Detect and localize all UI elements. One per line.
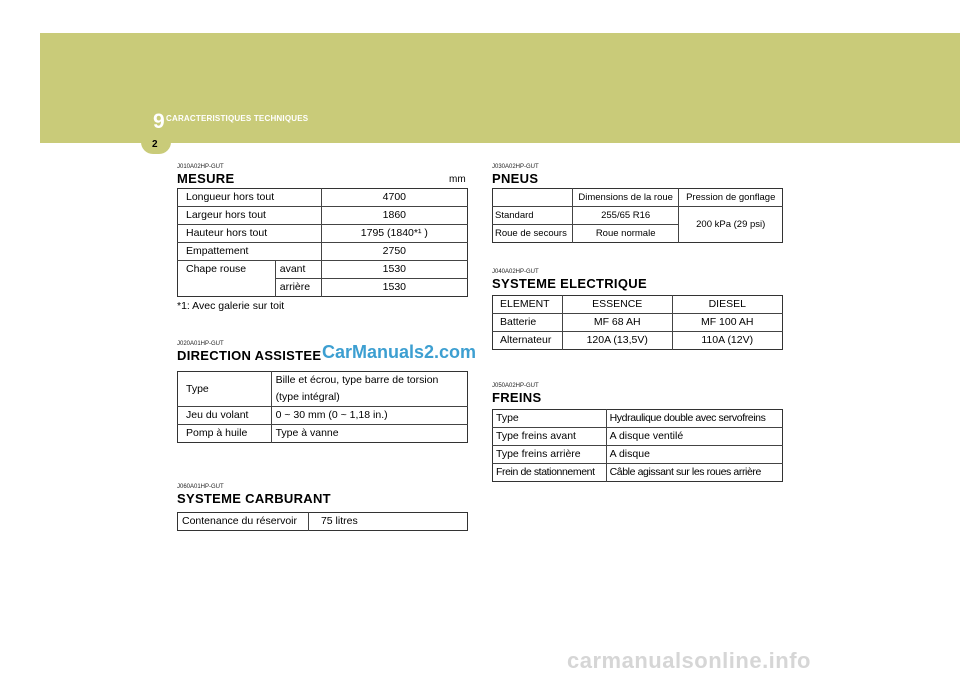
electrique-header-element: ELEMENT bbox=[493, 296, 563, 314]
table-row bbox=[493, 189, 783, 207]
table-row bbox=[493, 410, 783, 428]
table-row bbox=[178, 425, 468, 443]
freins-value: Câble agissant sur les roues arrière bbox=[609, 466, 761, 478]
mesure-label: Longueur hors tout bbox=[178, 189, 322, 207]
chape-front-value: 1530 bbox=[321, 261, 467, 279]
freins-value: Hydraulique double avec servofreins bbox=[606, 410, 782, 428]
carburant-value: 75 litres bbox=[320, 515, 358, 527]
table-row bbox=[493, 428, 783, 446]
page-number: 2 bbox=[152, 139, 158, 150]
chape-rear-value: 1530 bbox=[382, 281, 407, 293]
mesure-value: 1795 (1840*¹ ) bbox=[321, 225, 467, 243]
direction-type-label: Type bbox=[178, 372, 272, 407]
mesure-title: MESURE bbox=[177, 171, 235, 186]
pneus-code: J030A02HP-GUT bbox=[492, 164, 539, 170]
direction-label: Pomp à huile bbox=[178, 425, 272, 443]
table-row bbox=[178, 261, 468, 279]
table-row bbox=[178, 207, 468, 225]
freins-label: Frein de stationnement bbox=[493, 464, 607, 482]
carburant-label: Contenance du réservoir bbox=[178, 513, 309, 531]
electrique-code: J040A02HP-GUT bbox=[492, 269, 539, 275]
header-band-edge bbox=[0, 135, 40, 143]
table-row bbox=[178, 513, 468, 531]
direction-table bbox=[177, 371, 468, 443]
pneus-row-label: Roue de secours bbox=[493, 225, 573, 243]
pneus-corner bbox=[493, 189, 573, 207]
carburant-code: J060A01HP-GUT bbox=[177, 484, 224, 490]
direction-type-line2: (type intégral) bbox=[275, 391, 340, 403]
mesure-value: 1860 bbox=[321, 207, 467, 225]
direction-title: DIRECTION ASSISTEE bbox=[177, 348, 322, 363]
chape-front-label: avant bbox=[275, 261, 321, 279]
mesure-value: 4700 bbox=[321, 189, 467, 207]
table-row bbox=[493, 207, 783, 225]
mesure-label: Hauteur hors tout bbox=[178, 225, 322, 243]
electrique-header-diesel: DIESEL bbox=[672, 296, 783, 314]
electrique-title: SYSTEME ELECTRIQUE bbox=[492, 276, 647, 291]
table-row bbox=[493, 446, 783, 464]
electrique-header-essence: ESSENCE bbox=[562, 296, 672, 314]
freins-code: J050A02HP-GUT bbox=[492, 383, 539, 389]
direction-type-line1: Bille et écrou, type barre de torsion bbox=[275, 374, 439, 386]
pneus-row-dimensions: Roue normale bbox=[572, 225, 679, 243]
pneus-table bbox=[492, 188, 783, 243]
pneus-row-dimensions: 255/65 R16 bbox=[572, 207, 679, 225]
freins-label: Type bbox=[493, 410, 607, 428]
table-row bbox=[493, 332, 783, 350]
pneus-title: PNEUS bbox=[492, 171, 539, 186]
carburant-table bbox=[177, 512, 468, 531]
table-row bbox=[178, 372, 468, 407]
watermark-carmanuals2: CarManuals2.com bbox=[322, 342, 477, 362]
freins-table bbox=[492, 409, 783, 482]
table-row bbox=[178, 225, 468, 243]
electrique-cell: Batterie bbox=[493, 314, 563, 332]
direction-code: J020A01HP-GUT bbox=[177, 341, 224, 347]
mesure-label: Largeur hors tout bbox=[178, 207, 322, 225]
pneus-col-pression: Pression de gonflage bbox=[679, 189, 783, 207]
chapter-number: 9 bbox=[153, 110, 165, 133]
freins-label: Type freins avant bbox=[493, 428, 607, 446]
mesure-unit: mm bbox=[449, 174, 466, 185]
mesure-footnote: *1: Avec galerie sur toit bbox=[177, 300, 285, 312]
table-row bbox=[178, 243, 468, 261]
table-row bbox=[493, 296, 783, 314]
direction-label: Jeu du volant bbox=[178, 407, 272, 425]
electrique-cell: Alternateur bbox=[493, 332, 563, 350]
direction-type-value bbox=[271, 372, 467, 407]
mesure-code: J010A02HP-GUT bbox=[177, 164, 224, 170]
mesure-table bbox=[177, 188, 468, 297]
freins-label: Type freins arrière bbox=[493, 446, 607, 464]
footer-watermark: carmanualsonline.info bbox=[567, 648, 811, 673]
mesure-value: 2750 bbox=[321, 243, 467, 261]
freins-value: A disque bbox=[606, 446, 782, 464]
pneus-row-label: Standard bbox=[493, 207, 573, 225]
electrique-cell: 120A (13,5V) bbox=[562, 332, 672, 350]
table-row bbox=[493, 314, 783, 332]
carburant-title: SYSTEME CARBURANT bbox=[177, 491, 331, 506]
table-row bbox=[493, 464, 783, 482]
freins-value: A disque ventilé bbox=[606, 428, 782, 446]
direction-value: Type à vanne bbox=[275, 427, 339, 439]
chapter-title: CARACTERISTIQUES TECHNIQUES bbox=[166, 114, 309, 123]
electrique-cell: MF 68 AH bbox=[562, 314, 672, 332]
pneus-pression: 200 kPa (29 psi) bbox=[696, 219, 766, 230]
electrique-cell: MF 100 AH bbox=[672, 314, 783, 332]
direction-value: 0 ~ 30 mm (0 ~ 1,18 in.) bbox=[271, 407, 467, 425]
table-row bbox=[178, 189, 468, 207]
chape-label: Chape rouse bbox=[186, 263, 247, 275]
pneus-col-dimensions: Dimensions de la roue bbox=[572, 189, 679, 207]
freins-title: FREINS bbox=[492, 390, 542, 405]
chape-rear-label: arrière bbox=[275, 279, 321, 297]
electrique-table bbox=[492, 295, 783, 350]
mesure-label: Empattement bbox=[178, 243, 322, 261]
table-row bbox=[178, 407, 468, 425]
header-band bbox=[40, 33, 960, 143]
electrique-cell: 110A (12V) bbox=[701, 334, 754, 346]
